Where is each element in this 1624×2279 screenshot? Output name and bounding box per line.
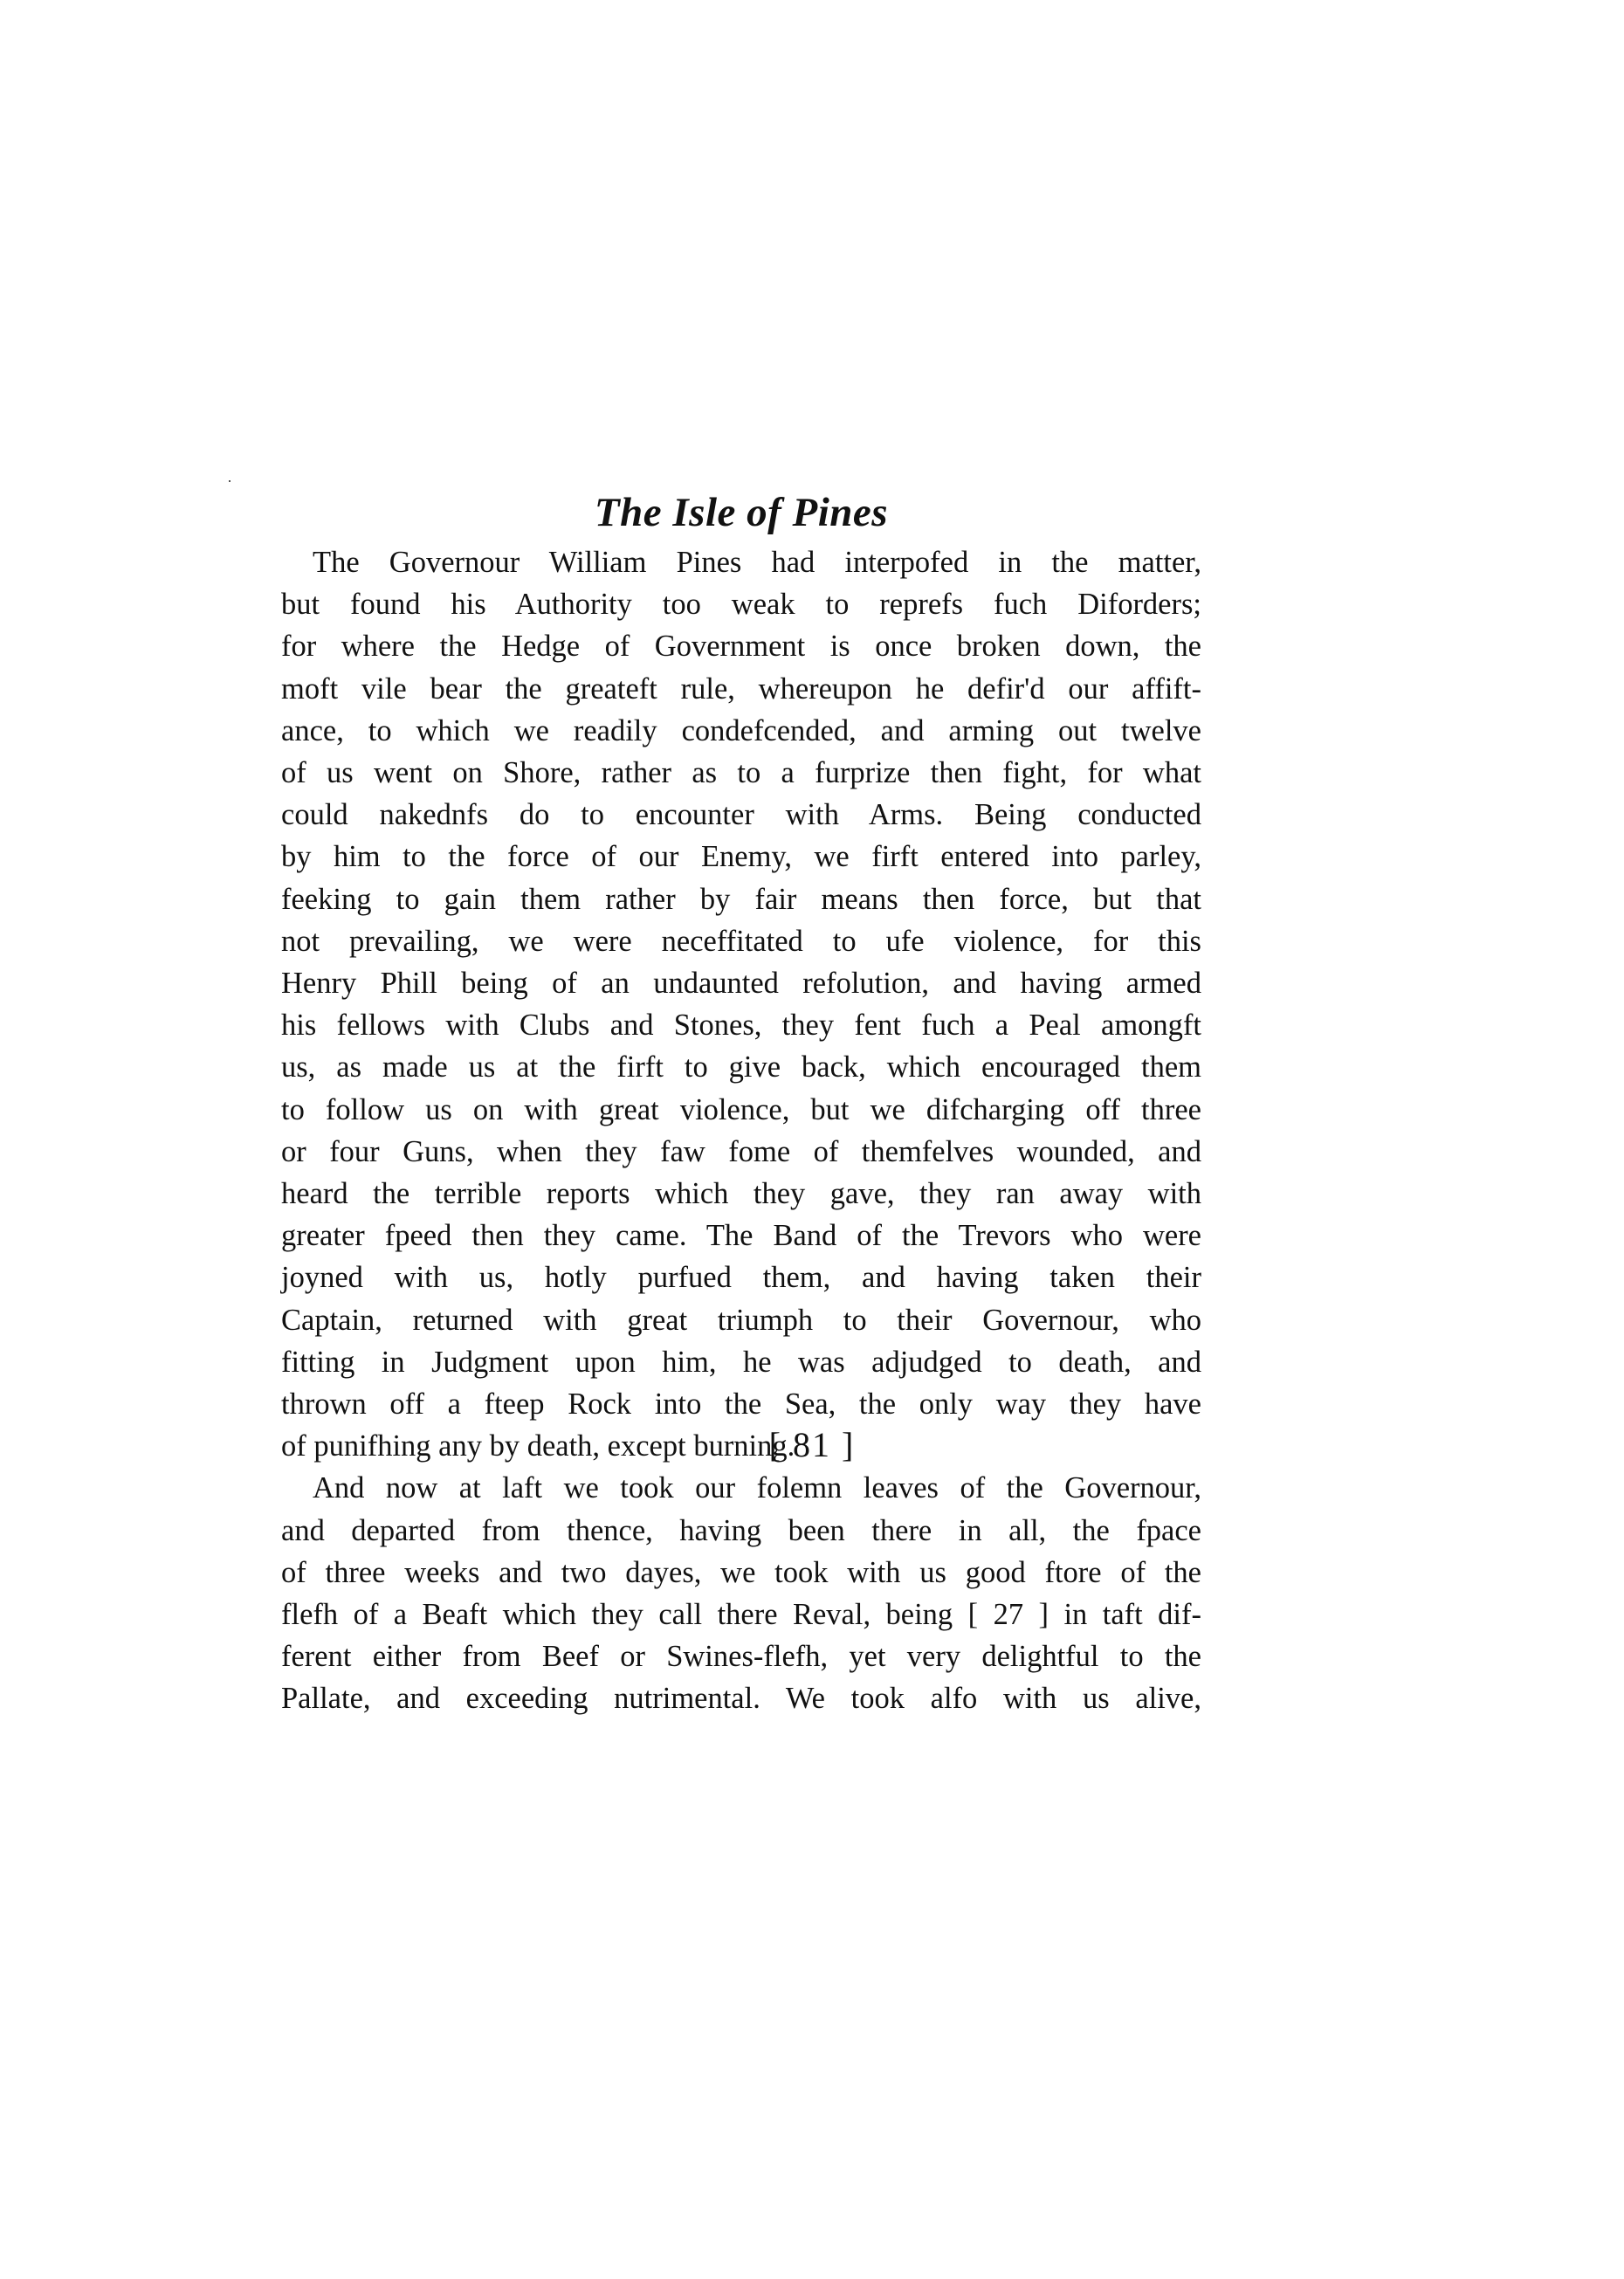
text-line: to follow us on with great violence, but we difcharging off three	[281, 1092, 1201, 1126]
text-line: feeking to gain them rather by fair means then force, but that	[281, 882, 1201, 916]
text-line: And now at laft we took our folemn leaves of the Governour,	[313, 1471, 1201, 1505]
text-line: fitting in Judgment upon him, he was adjudged to death, and	[281, 1345, 1201, 1379]
text-line: his fellows with Clubs and Stones, they fent fuch a Peal amongft	[281, 1009, 1201, 1043]
text-line: thrown off a fteep Rock into the Sea, the only way they have	[281, 1387, 1201, 1422]
text-line: heard the terrible reports which they gave, they ran away with	[281, 1177, 1201, 1211]
text-line: us, as made us at the firft to give back, which encouraged them	[281, 1050, 1201, 1084]
text-line: of punifhing any by death, except burning.	[281, 1429, 795, 1463]
text-line: and departed from thence, having been there in all, the fpace	[281, 1513, 1201, 1547]
text-line: Henry Phill being of an undaunted refolution, and having armed	[281, 967, 1201, 1001]
running-head: The Isle of Pines	[594, 490, 889, 535]
text-line: greater fpeed then they came. The Band of the Trevors who were	[281, 1219, 1201, 1253]
text-line: ferent either from Beef or Swines-flefh, yet very delightful to the	[281, 1640, 1201, 1674]
paragraph-2	[281, 1467, 1201, 1719]
text-line: of us went on Shore, rather as to a furprize then fight, for what	[281, 756, 1201, 790]
text-line: moft vile bear the greateft rule, whereupon he defir'd our affift-	[281, 671, 1201, 706]
text-line: The Governour William Pines had interpofed in the matter,	[313, 546, 1201, 579]
text-line: joyned with us, hotly purfued them, and having taken their	[281, 1261, 1201, 1295]
text-line: for where the Hedge of Government is once broken down, the	[281, 630, 1201, 664]
text-line: ance, to which we readily condefcended, and arming out twelve	[281, 713, 1201, 747]
text-line: or four Guns, when they faw fome of themfelves wounded, and	[281, 1134, 1201, 1168]
text-line: Captain, returned with great triumph to their Governour, who	[281, 1303, 1201, 1337]
paragraph-1	[281, 541, 1201, 1467]
page-number: [ 81 ]	[768, 1425, 856, 1464]
text-line: not prevailing, we were neceffitated to ufe violence, for this	[281, 924, 1201, 958]
text-line: could nakednfs do to encounter with Arms. Being conducted	[281, 798, 1201, 832]
text-line: by him to the force of our Enemy, we firft entered into parley,	[281, 840, 1201, 874]
text-line: Pallate, and exceeding nutrimental. We took alfo with us alive,	[281, 1682, 1201, 1716]
text-line: but found his Authority too weak to reprefs fuch Diforders;	[281, 588, 1201, 622]
text-block	[281, 489, 1201, 1720]
text-line: of three weeks and two dayes, we took with us good ftore of the	[281, 1555, 1201, 1589]
text-line: flefh of a Beaft which they call there Reval, being [ 27 ] in taft dif-	[281, 1598, 1201, 1632]
stray-ink-mark	[229, 480, 231, 482]
